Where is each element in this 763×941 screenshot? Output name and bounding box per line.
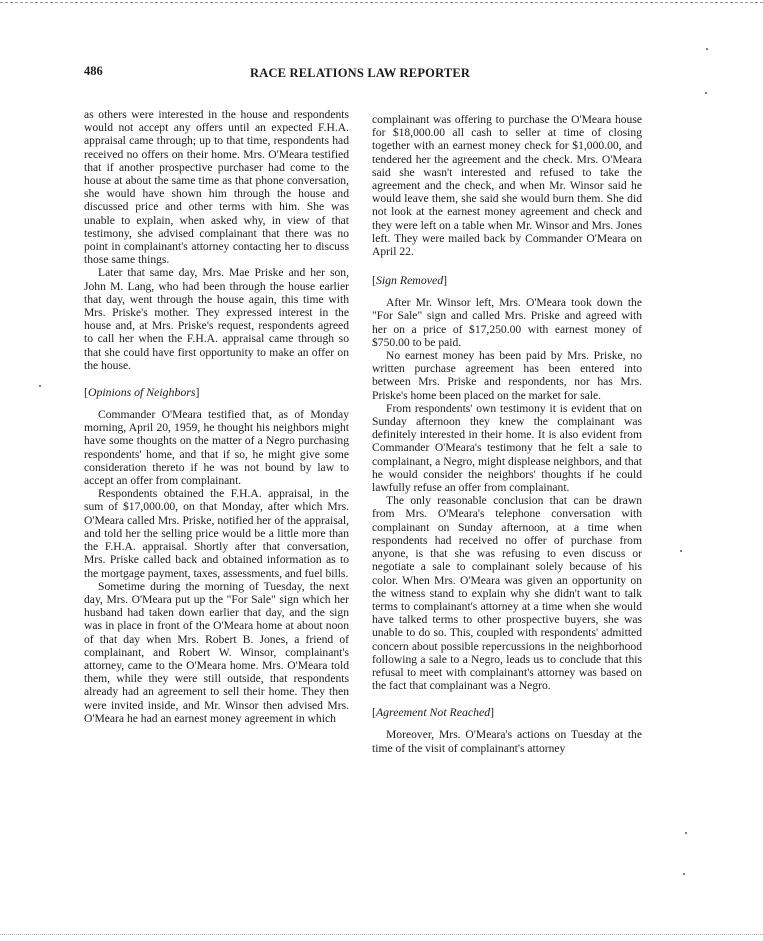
running-head: RACE RELATIONS LAW REPORTER (250, 66, 471, 80)
left-paragraph-4: Respondents obtained the F.H.A. appraisal, in the sum of $17,000.00, on that Monday, after which Mrs. O'Meara called Mrs. Priske, notified her of the appraisal, and told her the selling price would be a little more than the F.H.A. appraisal. Shortly after that conversation, Mrs. Priske called back and obtained information as to the mortgage payment, taxes, assessments, and fuel bills. (84, 487, 349, 580)
page-number: 486 (84, 64, 103, 78)
right-paragraph-5: The only reasonable conclusion that can be drawn from Mrs. O'Meara's telephone conversation with complainant on Sunday afternoon, at a time when respondents had received no offer of purchase from anyone, is that she was refusing to even discuss or negotiate a sale to complainant solely because of his color. When Mrs. O'Meara was given an opportunity on the witness stand to explain why she didn't want to talk terms to complainant's attorney at a time when she would have talked terms to other prospective buyers, she was unable to do so. This, coupled with respondents' admitted concern about possible repercussions in the neighborhood following a sale to a Negro, leads us to conclude that this refusal to meet with complainant's attorney was based on the fact that complainant was a Negro. (372, 494, 642, 693)
left-paragraph-1: as others were interested in the house and respondents would not accept any offers until an expected F.H.A. appraisal came through; up to that time, respondents had received no offers on their home. Mrs. O'Meara testified that if another prospective purchaser had come to the house at about the same time as that phone conversation, she would have shown him through the house and discussed price and other terms with him. She was unable to explain, when asked why, in view of that testimony, she advised complainant that there was no point in complainant's attorney contacting her to discuss those same things. (84, 108, 349, 267)
heading-text: Sign Removed (375, 273, 444, 288)
bottom-scan-border (0, 934, 763, 935)
heading-opinions-of-neighbors: [Opinions of Neighbors] (84, 385, 200, 400)
scan-speck (683, 873, 685, 875)
heading-text: Opinions of Neighbors (87, 385, 196, 400)
right-paragraph-6: Moreover, Mrs. O'Meara's actions on Tuesday at the time of the visit of complainant's attorney (372, 728, 642, 755)
scan-speck (680, 550, 682, 552)
left-paragraph-5: Sometime during the morning of Tuesday, the next day, Mrs. O'Meara put up the "For Sale" sign which her husband had taken down earlier that day, and the sign was in place in front of the O'Meara home at about noon of that day when Mrs. Robert B. Jones, a friend of complainant, and Robert W. Winsor, complainant's attorney, came to the O'Meara home. Mrs. O'Meara told them, while they were still outside, that respondents already had an agreement to sell their home. They then were invited inside, and Mr. Winsor then advised Mrs. O'Meara he had an earnest money agreement in which (84, 579, 349, 725)
heading-sign-removed: [Sign Removed] (372, 273, 448, 288)
right-paragraph-3: No earnest money has been paid by Mrs. Priske, no written purchase agreement has been entered into between Mrs. Priske and respondents, nor has Mrs. Priske's home been placed on the market for sale. (372, 349, 642, 402)
heading-text: Agreement Not Reached (375, 705, 491, 720)
right-paragraph-4: From respondents' own testimony it is evident that on Sunday afternoon they knew the complainant was definitely interested in their home. It is also evident from Commander O'Meara's testimony that he felt a sale to complainant, a Negro, might displease neighbors, and that he would consider the neighbors' thoughts if he could lawfully refuse an offer from complainant. (372, 401, 642, 495)
left-paragraph-2: Later that same day, Mrs. Mae Priske and her son, John M. Lang, who had been through the house earlier that day, went through the house again, this time with Mrs. Priske's mother. They expressed interest in the house and, at Mrs. Priske's request, respondents agreed to call her when the F.H.A. appraisal came through so that she could have first opportunity to make an offer on the house. (84, 266, 349, 372)
scan-speck (706, 48, 708, 50)
scan-speck (705, 92, 707, 94)
heading-agreement-not-reached: [Agreement Not Reached] (372, 705, 495, 720)
scan-speck (39, 385, 41, 387)
right-paragraph-2: After Mr. Winsor left, Mrs. O'Meara took down the "For Sale" sign and called Mrs. Priske and agreed with her on a price of $17,250.00 with earnest money of $750.00 to be paid. (372, 296, 642, 349)
left-paragraph-3: Commander O'Meara testified that, as of Monday morning, April 20, 1959, he thought his neighbors might have some thoughts on the matter of a Negro purchasing respondents' home, and that if so, he might give some consideration thereto if he was not bound by law to accept an offer from complainant. (84, 408, 349, 488)
scan-speck (685, 832, 687, 834)
right-paragraph-1: complainant was offering to purchase the O'Meara house for $18,000.00 all cash to seller at time of closing together with an earnest money check for $1,000.00, and tendered her the agreement and the check. Mrs. O'Meara said she wasn't interested and refused to take the agreement and the check, and when Mr. Winsor said he would leave them, she said she would burn them. She did not look at the earnest money agreement and check and they were left on a table when Mr. Winsor and Mrs. Jones left. They were mailed back by Commander O'Meara on April 22. (372, 113, 642, 259)
right-column (372, 113, 642, 755)
left-column (84, 108, 349, 725)
top-scan-border (0, 2, 763, 3)
